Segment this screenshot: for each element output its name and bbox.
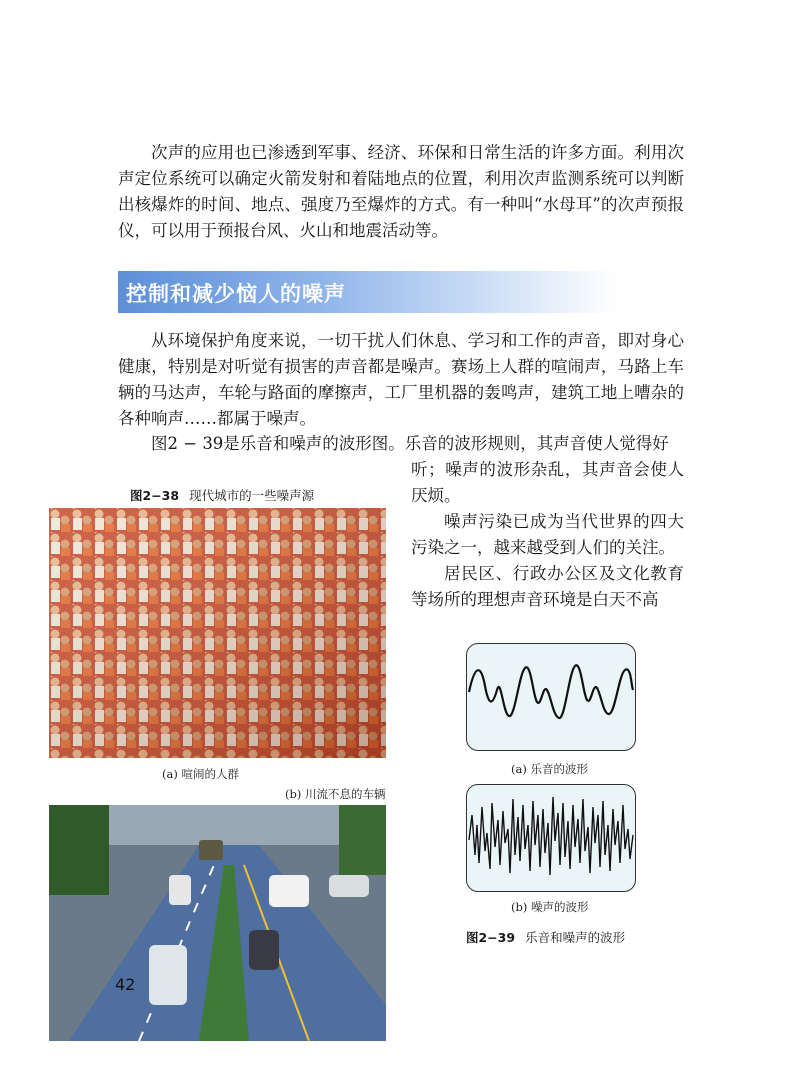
section-heading-bar: [118, 271, 618, 313]
musical-waveform-panel: [466, 643, 636, 751]
paragraph-noise-pollution: 噪声污染已成为当代世界的四大污染之一，越来越受到人们的关注。: [411, 512, 684, 557]
paragraph-infrasound: 次声的应用也已渗透到军事、经济、环保和日常生活的许多方面。利用次声定位系统可以确定火箭发射和着陆地点的位置，利用次声监测系统可以判断出核爆炸的时间、地点、强度乃至爆炸的方式。有一种叫“水母耳”的次声预报仪，可以用于预报台风、火山和地震活动等。: [118, 143, 684, 240]
figure-39-sub-a: (a) 乐音的波形: [511, 762, 588, 776]
paragraph-noise-definition: 从环境保护角度来说，一切干扰人们休息、学习和工作的声音，即对身心健康，特别是对听觉有损害的声音都是噪声。赛场上人群的喧闹声，马路上车辆的马达声，车轮与路面的摩擦声，工厂里机器的轰鸣声，建筑工地上嘈杂的各种响声……都属于噪声。: [118, 331, 684, 428]
figure-39-sub-b: (b) 噪声的波形: [511, 900, 589, 914]
traffic-illustration: [49, 805, 386, 1041]
figure-38-sub-b: (b) 川流不息的车辆: [285, 787, 386, 801]
figure-38-number: 图2−38: [130, 488, 180, 503]
musical-waveform: [467, 644, 635, 750]
page-number: 42: [115, 975, 136, 994]
figure-39-number: 图2−39: [466, 930, 516, 945]
paragraph-waveform-continued: 听；噪声的波形杂乱，其声音会使人厌烦。: [411, 460, 684, 505]
noise-waveform: [467, 785, 635, 891]
noise-waveform-panel: [466, 784, 636, 892]
figure-39-title: 乐音和噪声的波形: [525, 930, 626, 945]
paragraph-waveform-intro: 图2 − 39是乐音和噪声的波形图。乐音的波形规则，其声音使人觉得好: [151, 434, 669, 453]
crowd-photo: [49, 508, 386, 758]
paragraph-ideal-environment: 居民区、行政办公区及文化教育等场所的理想声音环境是白天不高: [411, 564, 684, 609]
crowd-illustration: [49, 508, 386, 758]
traffic-photo: [49, 805, 386, 1041]
figure-39-caption: [466, 928, 625, 946]
section-title: 控制和减少恼人的噪声: [126, 282, 346, 306]
figure-38-title: 现代城市的一些噪声源: [189, 488, 315, 503]
figure-38-sub-a: (a) 喧闹的人群: [162, 767, 239, 781]
figure-38-caption: [130, 486, 314, 504]
